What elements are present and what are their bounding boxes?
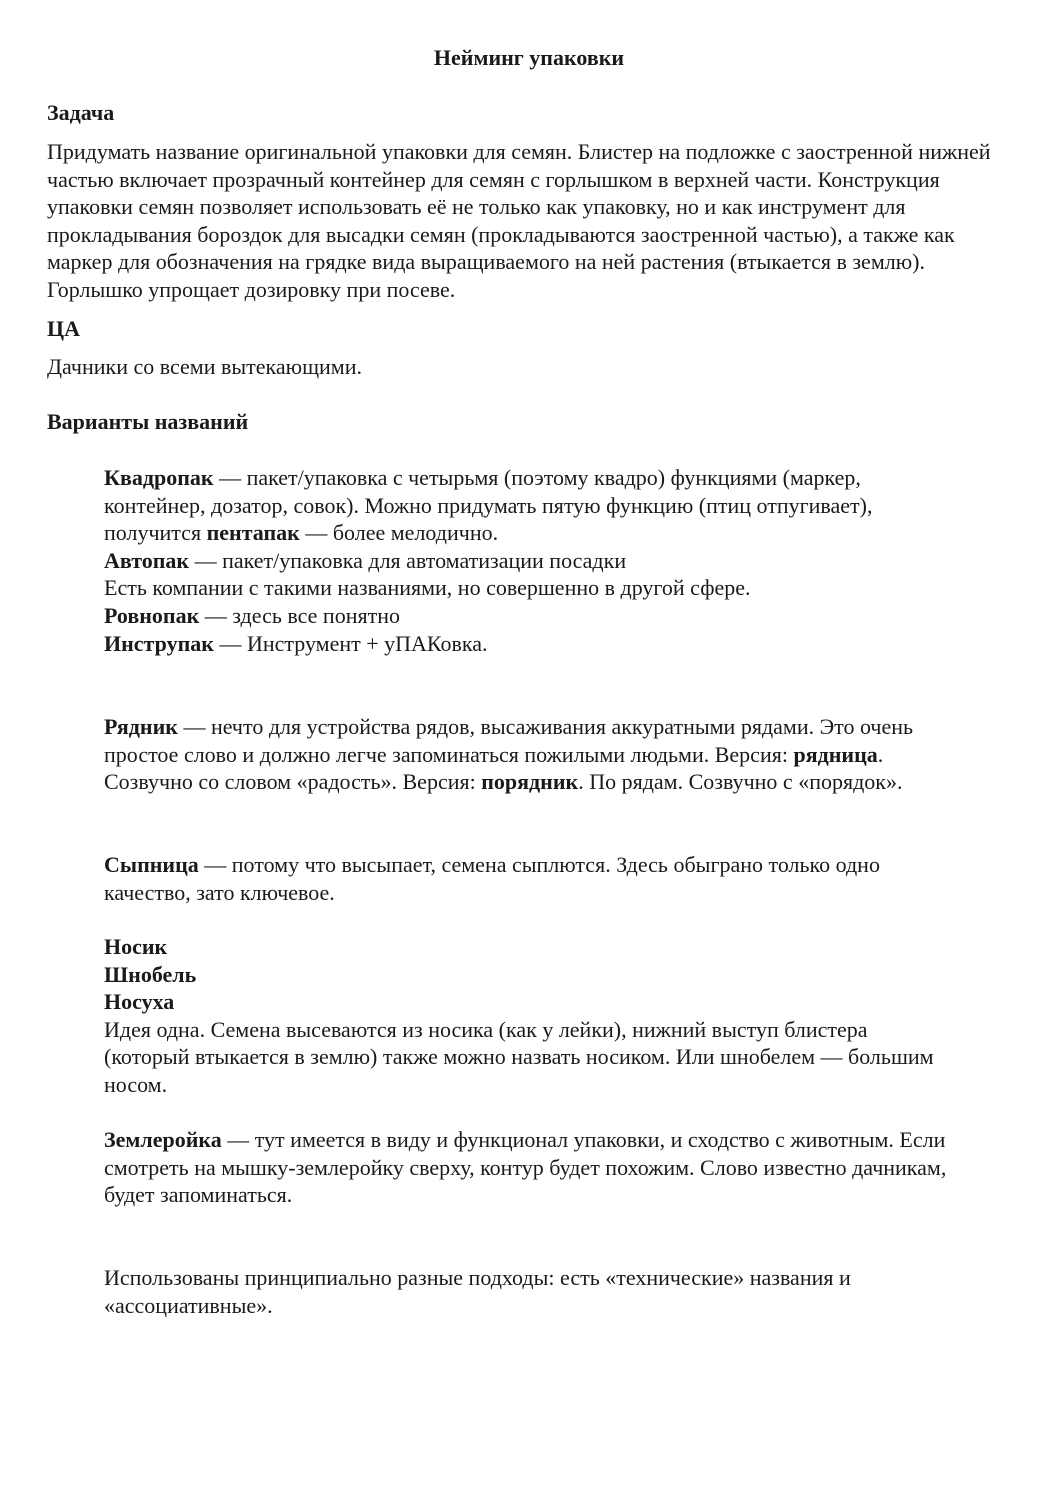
task-text: Придумать название оригинальной упаковки для семян. Блистер на подложке с заостренной нижней частью включает прозрачный контейнер для семян с горлышком в верхней части. Конструкция упаковки семян позволяет использовать её не только как упаковку, но и как инструмент для прокладывания бороздок для высадки семян (прокладываются заостренной частью), а также как маркер для обозначения на грядке вида выращиваемого на ней растения (втыкается в землю). Горлышко упрощает дозировку при посеве.: [47, 139, 991, 302]
instrupak-paragraph: [104, 630, 964, 658]
kvadropak-paragraph: [104, 464, 964, 547]
ryadnik-text-3: . По рядам. Созвучно с «порядок».: [578, 769, 903, 795]
ryadnik-text-2: . Созвучно со словом «радость». Версия:: [104, 741, 884, 795]
nose-group: [104, 933, 949, 1099]
sypnitsa-text: — потому что высыпает, семена сыплются. Здесь обыграно только одно качество, зато ключевое.: [104, 852, 880, 905]
ryadnik-paragraph: [104, 713, 952, 796]
ryadnik-name: Рядник: [104, 714, 178, 739]
zemleroyka-paragraph: [104, 1126, 964, 1209]
rovnopak-paragraph: [104, 602, 964, 630]
ryadnik-text-1: — нечто для устройства рядов, высаживания аккуратными рядами. Это очень простое слово и должно легче запоминаться пожилыми людьми. Версия:: [104, 714, 914, 767]
rovnopak-name: Ровнопак: [104, 602, 200, 628]
rovnopak-text: — здесь все понятно: [199, 602, 400, 628]
companies-note: Есть компании с такими названиями, но совершенно в другой сфере.: [104, 575, 751, 601]
shnobel-name: Шнобель: [104, 961, 197, 987]
task-heading: Задача: [47, 100, 115, 125]
zemleroyka-name: Землеройка: [104, 1127, 222, 1152]
sypnitsa-name: Сыпница: [104, 852, 199, 877]
avtopak-name: Автопак: [104, 547, 190, 573]
conclusion-text: Использованы принципиально разные подходы: есть «технические» названия и «ассоциативные».: [104, 1265, 851, 1318]
zemleroyka-text: — тут имеется в виду и функционал упаковки, и сходство с животным. Если смотреть на мышку-землеройку сверху, контур будет похожим. Слово известно дачникам, будет запоминаться.: [104, 1127, 947, 1208]
poryadnik-name: порядник: [481, 769, 579, 795]
pentapak-text: — более мелодично.: [299, 520, 499, 546]
kvadropak-text: — пакет/упаковка с четырьмя (поэтому квадро) функциями (маркер, контейнер, дозатор, совок). Можно придумать пятую функцию (птиц отпугивает), получится: [104, 465, 873, 546]
pentapak-name: пентапак: [206, 520, 300, 546]
audience-heading: ЦА: [47, 316, 80, 341]
audience-text: Дачники со всеми вытекающими.: [47, 354, 362, 379]
avtopak-text: — пакет/упаковка для автоматизации посадки: [189, 547, 627, 573]
instrupak-text: — Инструмент + уПАКовка.: [213, 630, 488, 656]
sypnitsa-paragraph: [104, 851, 964, 906]
ryadnitsa-name: рядница: [793, 741, 878, 767]
variants-group-1: [104, 464, 964, 657]
nosukha-name: Носуха: [104, 989, 175, 1015]
nosik-name: Носик: [104, 934, 168, 959]
variants-heading: Варианты названий: [47, 409, 249, 434]
document-title: Нейминг упаковки: [433, 45, 625, 70]
nose-group-text: Идея одна. Семена высеваются из носика (как у лейки), нижний выступ блистера (который втыкается в землю) также можно назвать носиком. Или шнобелем — большим носом.: [104, 1016, 934, 1097]
avtopak-paragraph: [104, 547, 964, 575]
kvadropak-name: Квадропак: [104, 465, 214, 490]
instrupak-name: Инструпак: [104, 630, 214, 656]
